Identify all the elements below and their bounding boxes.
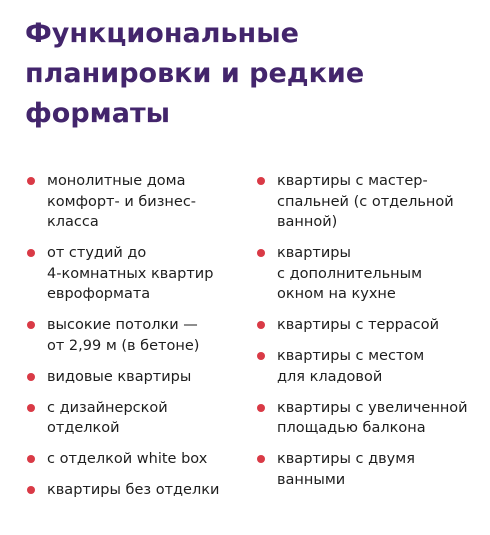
list-item	[255, 449, 485, 490]
bullet-dot-icon	[257, 455, 265, 463]
list-item-text: квартиры с террасой	[277, 317, 440, 333]
list-item-text: квартиры с мастер- спальней (с отдельной ванной)	[277, 173, 454, 230]
list-item	[255, 171, 485, 233]
bullet-dot-icon	[27, 486, 35, 494]
bullet-dot-icon	[27, 455, 35, 463]
bullet-dot-icon	[257, 249, 265, 257]
list-item-text: высокие потолки — от 2,99 м (в бетоне)	[47, 317, 200, 354]
list-item	[255, 315, 485, 336]
list-item-text: квартиры с местом для кладовой	[277, 348, 425, 385]
bullet-dot-icon	[257, 321, 265, 329]
bullet-dot-icon	[27, 321, 35, 329]
bullet-dot-icon	[27, 249, 35, 257]
bullet-dot-icon	[257, 177, 265, 185]
bullet-dot-icon	[257, 352, 265, 360]
list-item	[255, 346, 485, 387]
list-item	[25, 243, 240, 305]
list-item-text: квартиры с дополнительным окном на кухне	[277, 245, 423, 302]
list-item	[25, 171, 240, 233]
title-text: Функциональные планировки и редкие форматы	[25, 18, 365, 129]
feature-list-right	[255, 171, 485, 501]
list-item-text: квартиры с двумя ванными	[277, 451, 415, 488]
list-item	[25, 367, 240, 388]
bullet-dot-icon	[27, 373, 35, 381]
page-title	[25, 14, 465, 134]
list-item	[255, 243, 485, 305]
list-item-text: видовые квартиры	[47, 368, 192, 385]
bullet-dot-icon	[257, 404, 265, 412]
list-item	[25, 480, 240, 501]
bullet-dot-icon	[27, 177, 35, 185]
list-item-text: квартиры с увеличенной площадью балкона	[277, 399, 468, 436]
list-item-text: монолитные дома комфорт- и бизнес- класса	[47, 173, 197, 230]
list-item	[25, 398, 240, 439]
list-item-text: с дизайнерской отделкой	[47, 399, 168, 436]
list-item	[25, 315, 240, 356]
list-item-text: с отделкой white box	[47, 451, 208, 467]
list-item-text: квартиры без отделки	[47, 482, 220, 498]
list-item-text: от студий до 4-комнатных квартир евроформата	[47, 245, 214, 302]
list-item	[25, 449, 240, 470]
bullet-dot-icon	[27, 404, 35, 412]
feature-list-left	[25, 171, 240, 511]
list-item	[255, 398, 485, 439]
